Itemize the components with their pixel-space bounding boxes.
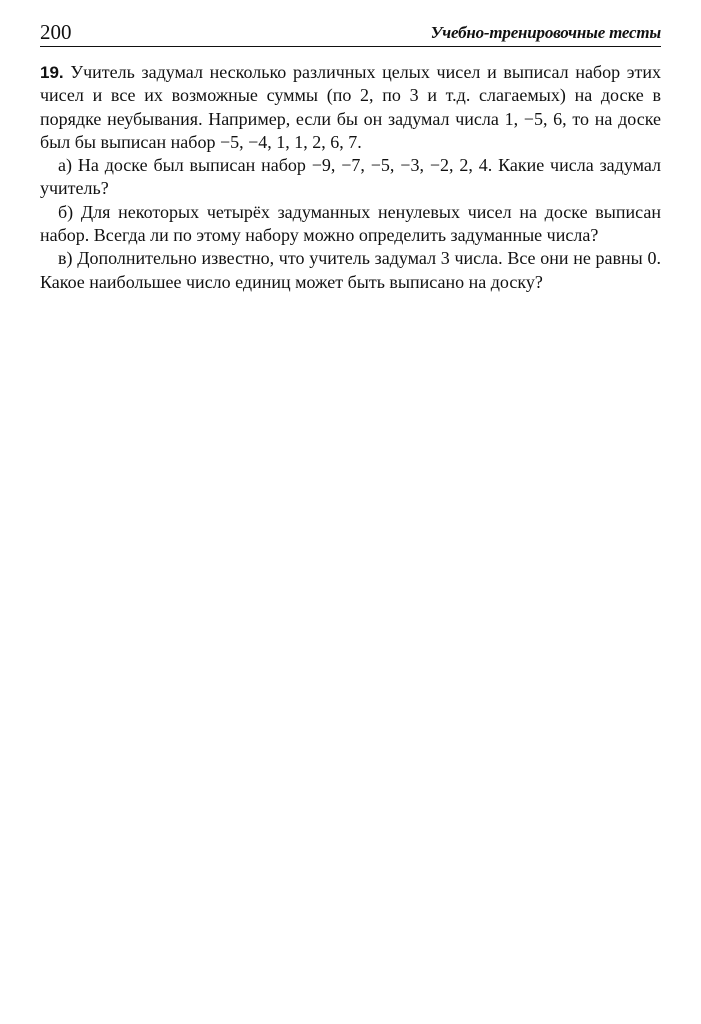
page-number: 200 xyxy=(40,20,72,44)
problem-part-b: б) Для некоторых четырёх задуманных ненулевых чисел на доске выписан набор. Всегда ли по этому набору можно определить задуманные числа? xyxy=(40,201,661,246)
running-title: Учебно-тренировочные тесты xyxy=(430,23,661,42)
problem-number: 19. xyxy=(40,63,64,82)
problem-19 xyxy=(40,61,661,294)
page-header xyxy=(40,20,661,47)
problem-statement-text: Учитель задумал несколько различных целых чисел и выписал набор этих чисел и все их возможные суммы (по 2, по 3 и т.д. слагаемых) на доске в порядке неубывания. Например, если бы он задумал числа 1, −5, 6, то на доске был бы выписан набор −5, −4, 1, 1, 2, 6, 7. xyxy=(40,62,662,152)
problem-part-a: а) На доске был выписан набор −9, −7, −5, −3, −2, 2, 4. Какие числа задумал учитель? xyxy=(40,155,661,199)
problem-statement xyxy=(40,61,661,154)
problem-part-c: в) Дополнительно известно, что учитель задумал 3 числа. Все они не равны 0. Какое наибольшее число единиц может быть выписано на доску? xyxy=(40,248,661,292)
